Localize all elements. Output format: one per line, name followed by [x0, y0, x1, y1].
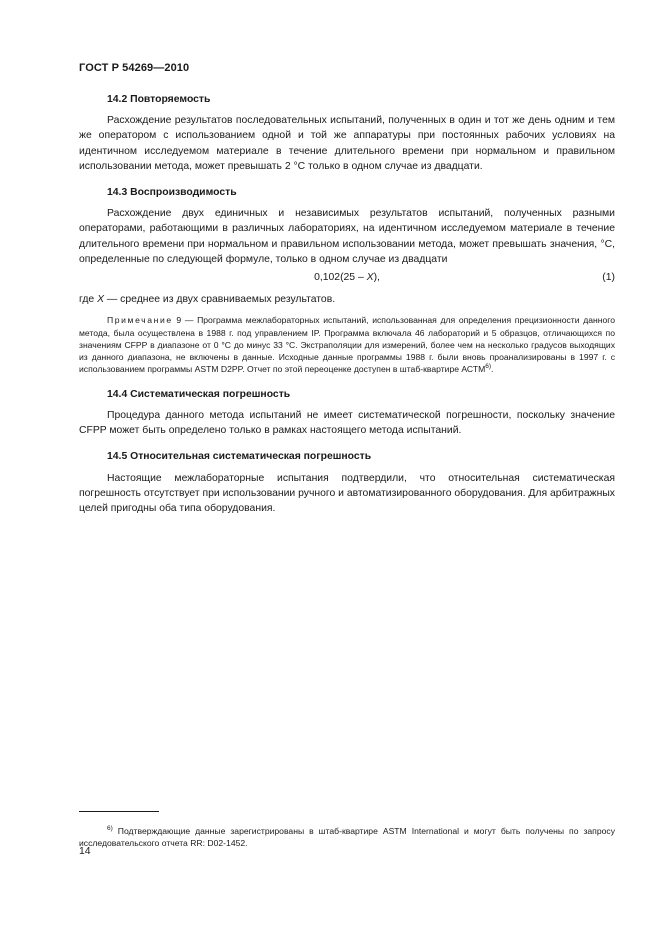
- formula-prefix: 0,102(25 –: [314, 272, 367, 284]
- footnote-divider: [79, 811, 159, 812]
- section-paragraph: Процедура данного метода испытаний не имеет систематической погрешности, поскольку значение CFPP может быть определено только в рамках настоящего метода испытаний.: [79, 409, 615, 437]
- where-suffix: — среднее из двух сравниваемых результатов.: [104, 294, 336, 306]
- section-paragraph: Расхождение результатов последовательных испытаний, полученных в один и тот же день одним и тем же оператором с использованием одной и той же аппаратуры при постоянных рабочих условиях на идентичном исследуемом материале в течение длительного времени при нормальном и правильном использовании метода, может превышать 2 °С только в одном случае из двадцати.: [79, 115, 615, 172]
- formula-explanation: [79, 292, 615, 307]
- note-text: 9 — Программа межлабораторных испытаний, использованная для определения прецизионности данного метода, была осуществлена в 1988 г. под управлением IP. Программа включала 46 лабораторий и 5 образцов, отличающихся по значениям CFPP в диапазоне от 0 °С до минус 33 °С. Экстраполяции для измерений, более чем на несколько градусов выходящих из данного диапазона, не включены в данные. Исходные данные программы 1988 г. были вновь проанализированы в 1997 г. с использованием программы ASTM D2PP. Отчет по этой переоценке доступен в штаб-квартире АСТМ: [79, 315, 615, 375]
- main-content: [79, 92, 615, 527]
- standard-id-header: ГОСТ Р 54269—2010: [79, 62, 190, 74]
- note: [79, 314, 615, 375]
- section-heading: 14.4 Систематическая погрешность: [107, 388, 291, 400]
- where-prefix: где: [79, 294, 98, 306]
- section-heading: 14.3 Воспроизводимость: [107, 187, 237, 199]
- equation-number: (1): [602, 272, 615, 284]
- footnote: [79, 825, 615, 850]
- formula-row: [79, 270, 615, 286]
- footnote-text: Подтверждающие данные зарегистрированы в штаб-квартире ASTM International и могут быть получены по запросу исследовательского отчета RR: D02-1452.: [79, 825, 615, 848]
- section-paragraph: Расхождение двух единичных и независимых результатов испытаний, полученных разными операторами, работающими в различных лабораториях, на идентичном исследуемом материале в течение длительного времени при нормальном и правильном использовании метода, может превышать значения, °С, определенные по следующей формуле, только в одном случае из двадцати: [79, 208, 615, 265]
- section-14-2: [79, 92, 615, 174]
- page-number: 14: [79, 846, 91, 857]
- where-variable: X: [97, 294, 104, 306]
- formula: [79, 270, 615, 285]
- section-14-3: [79, 185, 615, 376]
- footnote-marker: 6): [107, 824, 113, 832]
- section-paragraph: Настоящие межлабораторные испытания подтвердили, что относительная систематическая погрешность отсутствует при использовании ручного и автоматизированного оборудования. Для арбитражных целей пригодны оба типа оборудования.: [79, 472, 615, 514]
- section-heading: 14.2 Повторяемость: [107, 94, 211, 105]
- section-14-5: [79, 449, 615, 516]
- footnote-ref[interactable]: 6): [485, 363, 492, 371]
- note-label: Примечание: [107, 315, 173, 326]
- section-heading: 14.5 Относительная систематическая погрешность: [107, 451, 372, 463]
- section-14-4: [79, 387, 615, 439]
- formula-variable: X: [366, 272, 374, 284]
- note-end: .: [491, 364, 494, 375]
- formula-suffix: ),: [373, 272, 380, 284]
